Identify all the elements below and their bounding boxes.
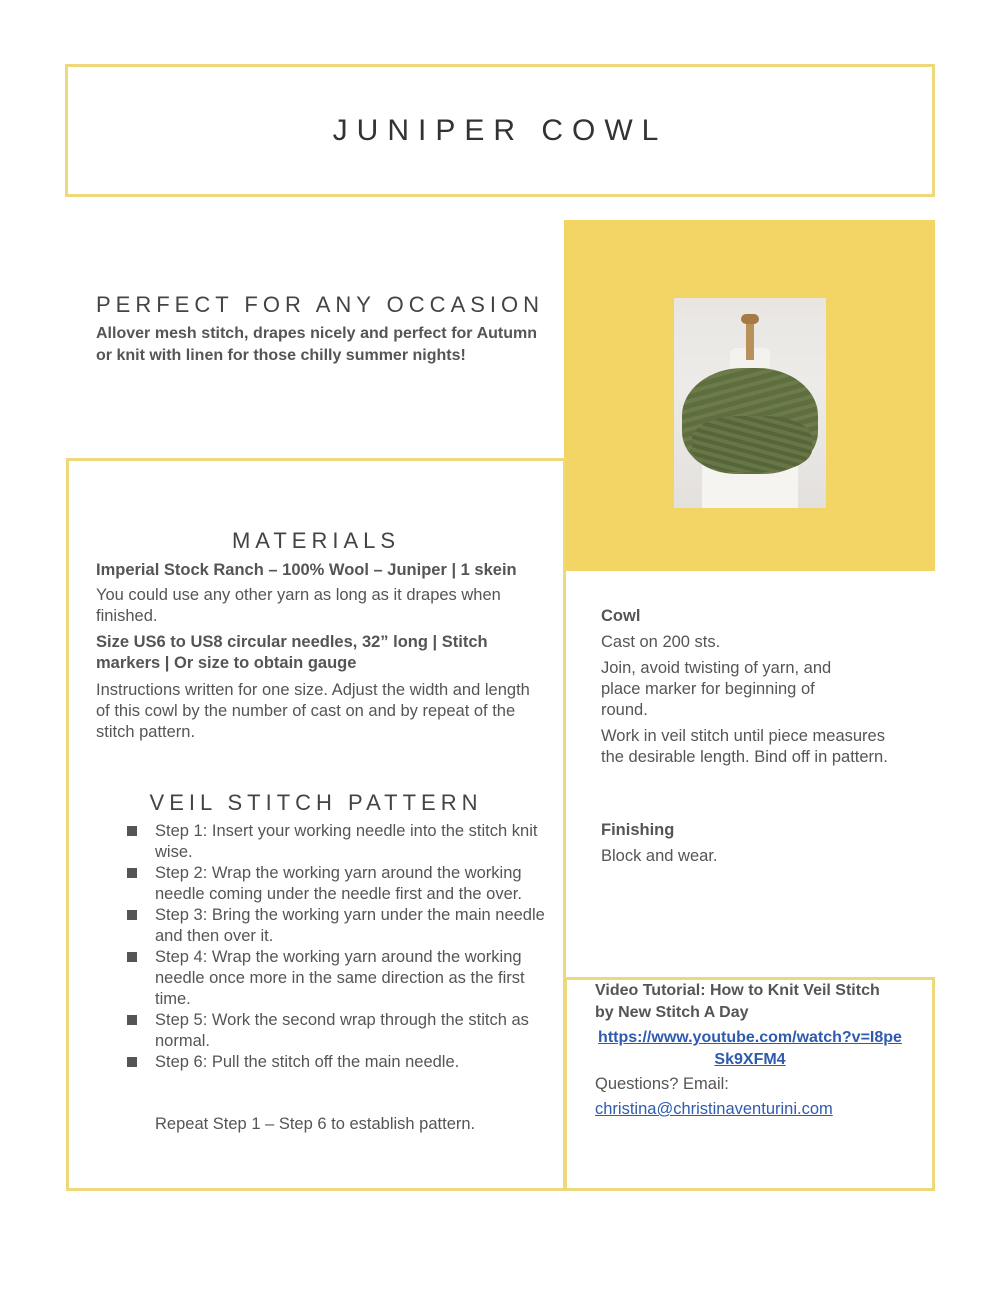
occasion-text: Allover mesh stitch, drapes nicely and perfect for Autumn or knit with linen for those chilly summer nights! — [96, 325, 537, 364]
questions-label: Questions? Email: — [595, 1075, 729, 1093]
veil-stitch-heading: VEIL STITCH PATTERN — [149, 790, 483, 815]
list-item — [125, 905, 545, 947]
step-text: Step 6: Pull the stitch off the main needle. — [155, 1053, 460, 1071]
square-bullet-icon — [127, 1057, 137, 1067]
cowl-heading: Cowl — [601, 607, 641, 625]
step-text: Step 2: Wrap the working yarn around the working needle coming under the needle first and the over. — [155, 864, 522, 903]
cowl-photo — [674, 298, 826, 508]
cowl-join: Join, avoid twisting of yarn, and place marker for beginning of round. — [601, 659, 832, 719]
dress-form-knob — [741, 314, 759, 324]
step-text: Step 1: Insert your working needle into the stitch knit wise. — [155, 822, 538, 861]
list-item — [125, 947, 545, 1010]
materials-instructions: Instructions written for one size. Adjust the width and length of this cowl by the number of cast on and by repeat of the stitch pattern. — [96, 681, 530, 741]
list-item — [125, 821, 545, 863]
square-bullet-icon — [127, 868, 137, 878]
veil-stitch-steps — [125, 821, 545, 1073]
materials-yarn: Imperial Stock Ranch – 100% Wool – Juniper | 1 skein — [96, 561, 517, 579]
step-text: Step 4: Wrap the working yarn around the working needle once more in the same direction as the first time. — [155, 948, 525, 1008]
materials-heading: MATERIALS — [231, 528, 401, 553]
square-bullet-icon — [127, 826, 137, 836]
occasion-heading: PERFECT FOR ANY OCCASION — [96, 292, 545, 317]
square-bullet-icon — [127, 952, 137, 962]
dress-form-stand — [746, 320, 754, 360]
email-link[interactable]: christina@christinaventurini.com — [595, 1100, 833, 1118]
step-text: Step 5: Work the second wrap through the stitch as normal. — [155, 1011, 529, 1050]
cowl-cast-on: Cast on 200 sts. — [601, 633, 721, 651]
video-tutorial-title: Video Tutorial: How to Knit Veil Stitch by New Stitch A Day — [595, 982, 880, 1021]
page-title: JUNIPER COWL — [332, 114, 668, 147]
list-item — [125, 1010, 545, 1052]
list-item — [125, 1052, 545, 1073]
title-box — [65, 64, 935, 197]
cowl-knit-lower — [692, 416, 812, 472]
square-bullet-icon — [127, 910, 137, 920]
cowl-work: Work in veil stitch until piece measures the desirable length. Bind off in pattern. — [601, 727, 888, 766]
finishing-heading: Finishing — [601, 821, 675, 839]
step-text: Step 3: Bring the working yarn under the main needle and then over it. — [155, 906, 545, 945]
materials-yarn-note: You could use any other yarn as long as it drapes when finished. — [96, 586, 501, 625]
finishing-text: Block and wear. — [601, 847, 718, 865]
repeat-instruction: Repeat Step 1 – Step 6 to establish pattern. — [155, 1115, 476, 1133]
video-link[interactable]: https://www.youtube.com/watch?v=I8peSk9XFM4 — [598, 1029, 902, 1068]
list-item — [125, 863, 545, 905]
square-bullet-icon — [127, 1015, 137, 1025]
materials-needles: Size US6 to US8 circular needles, 32” long | Stitch markers | Or size to obtain gauge — [96, 633, 488, 672]
